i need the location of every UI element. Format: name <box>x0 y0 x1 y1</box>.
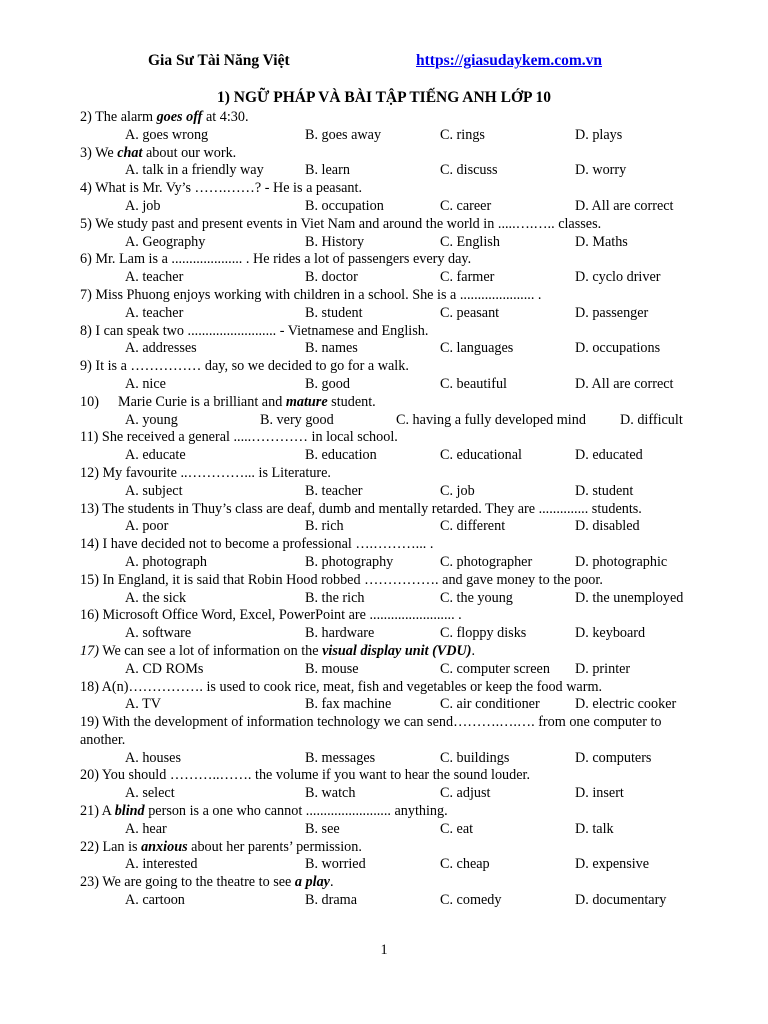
answer-option: B. very good <box>260 411 334 428</box>
answer-option: A. nice <box>125 375 166 392</box>
question-text <box>80 394 705 412</box>
question-segment: mature <box>285 393 328 410</box>
question-text <box>80 358 705 376</box>
answer-option: A. photograph <box>125 553 207 570</box>
answer-option: A. houses <box>125 749 181 766</box>
answer-option: D. educated <box>575 447 643 464</box>
question-segment: anxious <box>141 838 188 855</box>
answer-option: C. the young <box>440 589 513 606</box>
answer-options <box>80 447 705 465</box>
answer-options <box>80 856 705 874</box>
answer-option: A. subject <box>125 482 183 499</box>
answer-option: A. poor <box>125 518 169 535</box>
question-segment: 7) Miss Phuong enjoys working with children in a school. She is a ..................... . <box>80 286 542 303</box>
answer-option: C. languages <box>440 340 514 357</box>
question-segment: 13) The students in Thuy’s class are deaf, dumb and mentally retarded. They are .............. students. <box>80 500 642 517</box>
page-number: 1 <box>380 942 388 958</box>
question-item <box>80 323 705 359</box>
question-segment: 5) We study past and present events in Viet Nam and around the world in .....….….. classes. <box>80 215 602 232</box>
answer-option: A. job <box>125 197 161 214</box>
answer-option: D. keyboard <box>575 625 646 642</box>
answer-option: B. rich <box>305 518 344 535</box>
question-segment: We can see a lot of information on the <box>98 642 323 659</box>
question-segment: 11) She received a general .....………… in local school. <box>80 429 398 446</box>
question-item <box>80 109 705 145</box>
answer-option: D. electric cooker <box>575 696 677 713</box>
question-segment: at 4:30. <box>202 109 249 125</box>
question-segment: 17) <box>80 642 99 659</box>
question-segment: 16) Microsoft Office Word, Excel, PowerPoint are ........................ . <box>80 607 462 624</box>
question-text <box>80 465 705 483</box>
question-text <box>80 679 705 697</box>
answer-option: A. TV <box>125 696 161 713</box>
answer-option: A. select <box>125 785 175 802</box>
question-item <box>80 429 705 465</box>
answer-option: C. job <box>440 482 475 499</box>
page-header <box>0 52 768 72</box>
answer-option: C. rings <box>440 126 485 143</box>
question-item <box>80 287 705 323</box>
answer-options <box>80 234 705 252</box>
question-segment: 6) Mr. Lam is a .................... . He rides a lot of passengers every day. <box>80 251 472 268</box>
question-item <box>80 643 705 679</box>
answer-options <box>80 696 705 714</box>
answer-option: C. cheap <box>440 856 490 873</box>
question-segment: 22) Lan is <box>80 838 142 855</box>
answer-option: A. talk in a friendly way <box>125 162 264 179</box>
question-segment: about her parents’ permission. <box>187 838 362 855</box>
answer-option: B. the rich <box>305 589 365 606</box>
answer-option: B. occupation <box>305 197 384 214</box>
answer-option: B. learn <box>305 162 350 179</box>
answer-option: D. talk <box>575 820 614 837</box>
question-segment: . <box>471 642 476 659</box>
answer-options <box>80 305 705 323</box>
question-text <box>80 180 705 198</box>
answer-option: D. documentary <box>575 892 667 909</box>
question-segment: about our work. <box>142 144 237 161</box>
question-segment: 4) What is Mr. Vy’s …….……? - He is a peasant. <box>80 180 363 197</box>
question-item <box>80 767 705 803</box>
question-text <box>80 216 705 234</box>
question-segment: Marie Curie is a brilliant and <box>118 393 286 410</box>
question-segment: 23) We are going to the theatre to see <box>80 874 295 891</box>
answer-option: B. hardware <box>305 625 375 642</box>
answer-option: B. education <box>305 447 377 464</box>
answer-options <box>80 821 705 839</box>
answer-option: D. plays <box>575 126 623 143</box>
answer-options <box>80 661 705 679</box>
answer-options <box>80 590 705 608</box>
answer-option: C. buildings <box>440 749 510 766</box>
answer-option: D. Maths <box>575 233 628 250</box>
question-text <box>80 429 705 447</box>
question-segment: 9) It is a …………… day, so we decided to go for a walk. <box>80 358 409 375</box>
question-segment: 3) We <box>80 144 118 161</box>
answer-option: D. occupations <box>575 340 661 357</box>
question-text <box>80 607 705 625</box>
question-item <box>80 572 705 608</box>
question-segment: visual display unit (VDU) <box>322 642 472 659</box>
question-item <box>80 874 705 910</box>
question-text <box>80 767 705 785</box>
answer-option: B. mouse <box>305 660 359 677</box>
answer-option: A. software <box>125 625 192 642</box>
answer-options <box>80 518 705 536</box>
answer-option: C. floppy disks <box>440 625 527 642</box>
question-item <box>80 216 705 252</box>
question-segment: 19) With the development of information technology we can send……….….…. from one computer to another. <box>80 714 662 748</box>
answer-option: D. disabled <box>575 518 640 535</box>
question-segment: blind <box>114 803 145 820</box>
answer-option: D. photographic <box>575 553 668 570</box>
question-item <box>80 803 705 839</box>
question-item <box>80 251 705 287</box>
question-segment: chat <box>117 144 143 161</box>
answer-options <box>80 162 705 180</box>
answer-option: B. doctor <box>305 269 358 286</box>
answer-option: D. student <box>575 482 634 499</box>
answer-options <box>80 554 705 572</box>
answer-option: C. adjust <box>440 785 491 802</box>
question-item <box>80 501 705 537</box>
question-text <box>80 803 705 821</box>
answer-options <box>80 340 705 358</box>
answer-option: B. fax machine <box>305 696 392 713</box>
question-segment: 15) In England, it is said that Robin Hood robbed ……………. and gave money to the poor. <box>80 571 603 588</box>
answer-option: A. goes wrong <box>125 126 209 143</box>
question-text <box>80 323 705 341</box>
answer-option: A. hear <box>125 820 167 837</box>
answer-option: C. educational <box>440 447 522 464</box>
answer-option: C. photographer <box>440 553 533 570</box>
answer-option: C. peasant <box>440 304 500 321</box>
question-segment: 20) You should ………..……. the volume if you want to hear the sound louder. <box>80 767 531 784</box>
answer-option: B. goes away <box>305 126 382 143</box>
question-segment: 10) <box>80 393 99 410</box>
answer-option: D. difficult <box>620 411 683 428</box>
question-text <box>80 572 705 590</box>
answer-options <box>80 412 705 430</box>
answer-option: D. printer <box>575 660 631 677</box>
question-item <box>80 536 705 572</box>
question-segment: 2) The alarm <box>80 109 157 125</box>
answer-option: A. Geography <box>125 233 206 250</box>
answer-option: B. photography <box>305 553 394 570</box>
answer-option: B. good <box>305 375 350 392</box>
question-segment: 8) I can speak two ......................... - Vietnamese and English. <box>80 322 429 339</box>
answer-option: C. discuss <box>440 162 498 179</box>
answer-option: A. young <box>125 411 178 428</box>
question-item <box>80 839 705 875</box>
question-item <box>80 180 705 216</box>
answer-option: B. student <box>305 304 363 321</box>
answer-option: B. see <box>305 820 340 837</box>
question-item <box>80 714 705 767</box>
question-text <box>80 251 705 269</box>
brand-name: Gia Sư Tài Năng Việt <box>148 52 290 69</box>
question-segment: student. <box>327 393 376 410</box>
question-text <box>80 839 705 857</box>
answer-option: B. History <box>305 233 365 250</box>
answer-option: A. interested <box>125 856 198 873</box>
answer-option: D. All are correct <box>575 197 674 214</box>
question-text <box>80 536 705 554</box>
question-item <box>80 358 705 394</box>
answer-option: D. passenger <box>575 304 649 321</box>
answer-options <box>80 750 705 768</box>
question-text <box>80 145 705 163</box>
page-title: 1) NGỮ PHÁP VÀ BÀI TẬP TIẾNG ANH LỚP 10 <box>216 89 551 106</box>
question-text <box>80 643 705 661</box>
answer-options <box>80 892 705 910</box>
answer-options <box>80 483 705 501</box>
answer-option: B. messages <box>305 749 376 766</box>
answer-option: B. drama <box>305 892 358 909</box>
question-item <box>80 607 705 643</box>
answer-options <box>80 198 705 216</box>
question-item <box>80 679 705 715</box>
answer-option: B. names <box>305 340 358 357</box>
answer-option: D. cyclo driver <box>575 269 661 286</box>
answer-option: A. the sick <box>125 589 187 606</box>
answer-option: C. comedy <box>440 892 502 909</box>
question-text <box>80 287 705 305</box>
answer-option: A. educate <box>125 447 186 464</box>
question-segment: 18) A(n)……………. is used to cook rice, meat, fish and vegetables or keep the food warm. <box>80 678 603 695</box>
answer-option: A. addresses <box>125 340 197 357</box>
question-segment: . <box>329 874 334 891</box>
answer-options <box>80 269 705 287</box>
answer-options <box>80 625 705 643</box>
answer-option: C. different <box>440 518 506 535</box>
answer-option: C. air conditioner <box>440 696 540 713</box>
answer-option: B. watch <box>305 785 356 802</box>
answer-option: B. worried <box>305 856 366 873</box>
answer-option: D. expensive <box>575 856 650 873</box>
question-list <box>80 109 705 910</box>
answer-options <box>80 785 705 803</box>
answer-option: A. CD ROMs <box>125 660 204 677</box>
website-link[interactable]: https://giasudaykem.com.vn <box>416 52 603 69</box>
answer-option: C. English <box>440 233 500 250</box>
question-segment: a play <box>294 874 330 891</box>
question-segment: goes off <box>156 109 203 125</box>
question-segment: 14) I have decided not to become a professional ….………... . <box>80 536 434 553</box>
answer-option: A. teacher <box>125 269 184 286</box>
answer-option: D. worry <box>575 162 627 179</box>
answer-option: C. computer screen <box>440 660 550 677</box>
answer-option: D. All are correct <box>575 375 674 392</box>
question-item <box>80 394 705 430</box>
answer-option: C. career <box>440 197 492 214</box>
question-item <box>80 145 705 181</box>
answer-option: C. having a fully developed mind <box>396 411 586 428</box>
question-text <box>80 501 705 519</box>
answer-option: D. computers <box>575 749 652 766</box>
answer-option: C. beautiful <box>440 375 507 392</box>
answer-option: A. teacher <box>125 304 184 321</box>
answer-option: D. insert <box>575 785 624 802</box>
answer-option: C. eat <box>440 820 474 837</box>
question-text <box>80 109 705 127</box>
answer-options <box>80 127 705 145</box>
question-text <box>80 714 705 750</box>
question-segment: 12) My favourite ..…………... is Literature. <box>80 464 331 481</box>
question-segment: person is a one who cannot ........................ anything. <box>144 803 448 820</box>
answer-option: C. farmer <box>440 269 495 286</box>
answer-options <box>80 376 705 394</box>
question-item <box>80 465 705 501</box>
answer-option: D. the unemployed <box>575 589 684 606</box>
question-text <box>80 874 705 892</box>
answer-option: A. cartoon <box>125 892 185 909</box>
question-segment: 21) A <box>80 803 115 820</box>
answer-option: B. teacher <box>305 482 363 499</box>
